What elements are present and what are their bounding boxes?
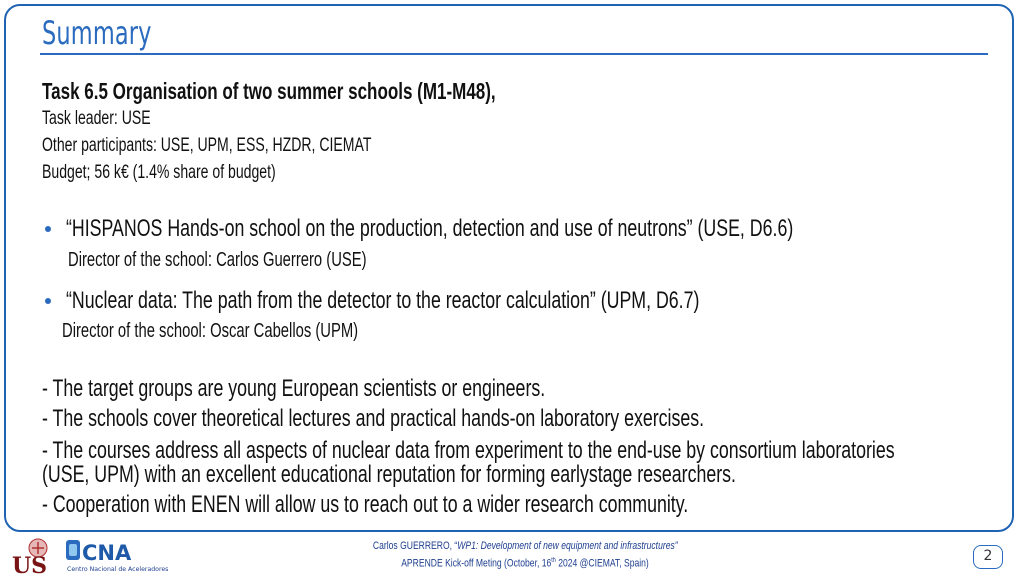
- point-courses-cont: (USE, UPM) with an excellent educational reputation for forming earlystage researchers.: [42, 461, 736, 488]
- school-1-title: “HISPANOS Hands-on school on the production, detection and use of neutrons” (USE, D6.6): [66, 215, 794, 242]
- task-leader: Task leader: USE: [42, 108, 151, 129]
- point-target-groups: - The target groups are young European scientists or engineers.: [42, 375, 546, 402]
- cna-logo: [66, 538, 169, 574]
- school-2-title: “Nuclear data: The path from the detector to the reactor calculation” (UPM, D6.7): [66, 287, 700, 314]
- slide-title: Summary: [42, 14, 152, 52]
- logo-us-text: US: [12, 553, 48, 576]
- footer-event-sup: th: [551, 557, 556, 564]
- logo-cna-subtitle: Centro Nacional de Aceleradores: [67, 566, 169, 573]
- task-budget: Budget; 56 k€ (1.4% share of budget): [42, 162, 276, 183]
- footer-event-suffix: 2024 @CIEMAT, Spain): [555, 557, 649, 570]
- footer-credit: [373, 540, 677, 552]
- bullet-icon: [45, 298, 51, 304]
- point-enen: - Cooperation with ENEN will allow us to reach out to a wider research community.: [42, 491, 689, 518]
- task-participants: Other participants: USE, UPM, ESS, HZDR, CIEMAT: [42, 135, 372, 156]
- footer-work: WP1: Development of new equipment and infrastructures”: [457, 540, 678, 552]
- task-heading: Task 6.5 Organisation of two summer schools (M1-M48),: [42, 78, 496, 104]
- school-1-director: Director of the school: Carlos Guerrero (USE): [68, 249, 367, 271]
- school-2-director: Director of the school: Oscar Cabellos (UPM): [62, 320, 359, 342]
- title-underline: [40, 53, 988, 55]
- footer-event-prefix: APRENDE Kick-off Meting (October, 16: [401, 557, 552, 570]
- logo-cna-text: CNA: [82, 541, 132, 565]
- page-number: 2: [973, 545, 1003, 569]
- bullet-icon: [45, 226, 51, 232]
- footer-event: [373, 557, 677, 570]
- point-courses: - The courses address all aspects of nuclear data from experiment to the end-use by consortium laboratories: [42, 437, 895, 464]
- university-seville-logo: [8, 536, 64, 576]
- footer-author: Carlos GUERRERO, “: [372, 540, 458, 552]
- point-lectures: - The schools cover theoretical lectures and practical hands-on laboratory exercises.: [42, 405, 705, 432]
